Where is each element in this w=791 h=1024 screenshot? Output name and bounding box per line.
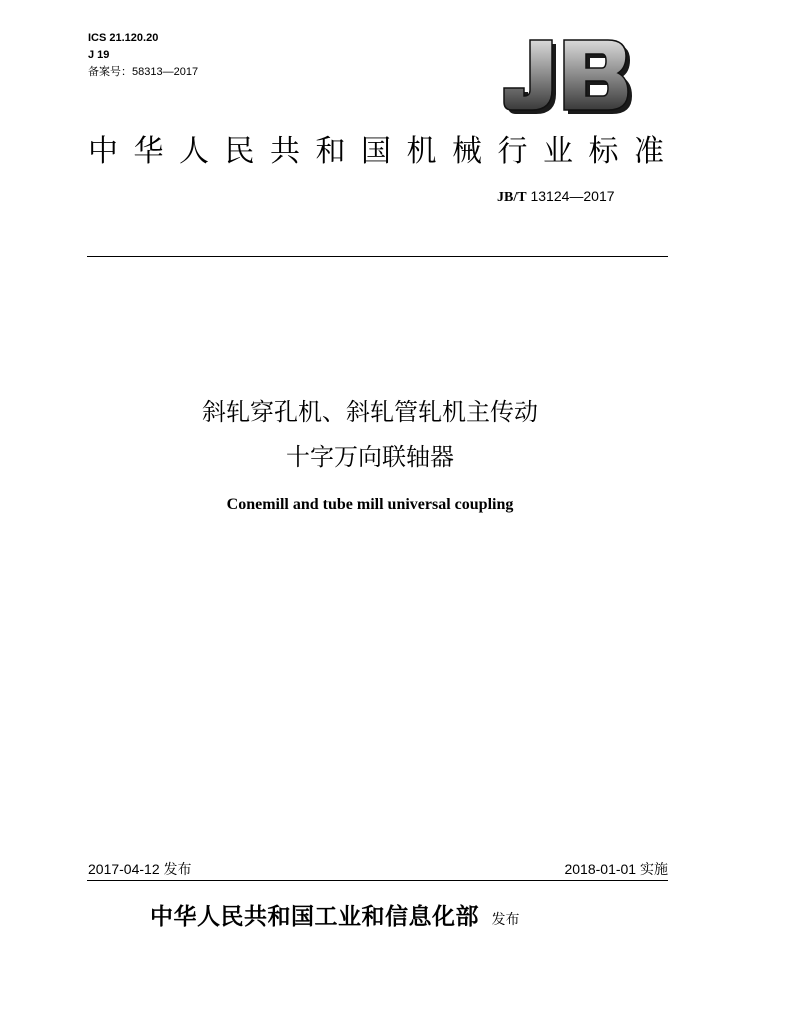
publisher-organization: 中华人民共和国工业和信息化部 (150, 904, 479, 930)
publisher-line (150, 898, 519, 931)
implementation-date: 2018-01-01 实施 (564, 861, 668, 877)
title-chinese-line-2: 十字万向联轴器 (286, 443, 454, 471)
standard-number-value: 13124—2017 (530, 188, 615, 204)
bottom-divider (87, 880, 668, 881)
title-chinese-line-1: 斜轧穿孔机、斜轧管轧机主传动 (202, 398, 538, 426)
standard-type-heading: 中华人民共和国机械行业标准 (88, 134, 680, 169)
title-english: Conemill and tube mill universal coupling (226, 496, 514, 513)
jb-logo (500, 36, 635, 116)
filing-number: 备案号：58313—2017 (88, 66, 199, 78)
top-divider (87, 256, 668, 257)
issue-date: 2017-04-12 发布 (88, 861, 192, 877)
standard-number (497, 188, 615, 206)
publisher-action: 发布 (491, 912, 520, 928)
standard-code: JB/T (497, 190, 527, 205)
classification-block (88, 30, 198, 81)
ccs-code: J 19 (88, 49, 110, 61)
ics-code: ICS 21.120.20 (88, 32, 159, 44)
